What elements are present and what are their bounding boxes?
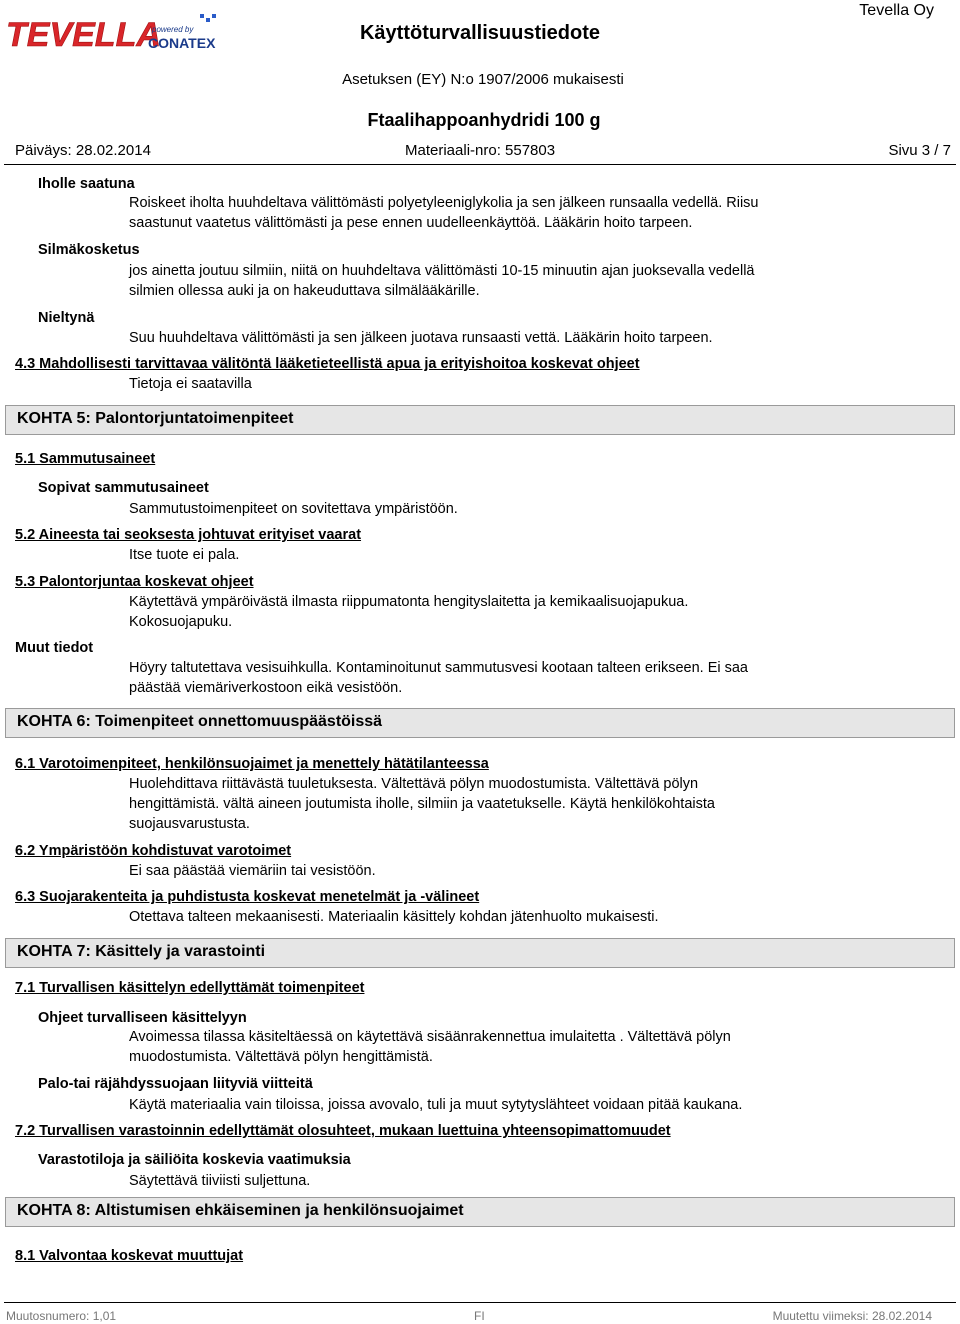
suitable-extinguishing-label: Sopivat sammutusaineet [38,480,209,496]
subsection-6-1-text: Huolehdittava riittävästä tuuletuksesta. Vältettävä pölyn muodostumista. Vältettävä pölyn [129,776,699,792]
fire-protection-label: Palo-tai räjähdyssuojaan liityviä viitteitä [38,1076,313,1092]
fire-protection-text: Käytä materiaalia vain tiloissa, joissa avovalo, tuli ja muut sytytyslähteet voidaan pitää kaukana. [129,1097,743,1113]
skin-contact-label: Iholle saatuna [38,176,135,192]
svg-text:TEVELLA: TEVELLA [6,16,161,54]
subsection-7-2-title: 7.2 Turvallisen varastoinnin edellyttämät olosuhteet, mukaan luettuina yhteensopimattomuudet [15,1123,671,1139]
other-info-label: Muut tiedot [15,640,94,656]
section-6-heading: KOHTA 6: Toimenpiteet onnettomuuspäästöissä [5,708,955,738]
product-name: Ftaalihappoanhydridi 100 g [367,110,601,130]
storage-requirements-label: Varastotiloja ja säiliöita koskevia vaatimuksia [38,1152,351,1168]
other-info-text: päästää viemäriverkostoon eikä vesistöön. [129,680,403,696]
footer-divider [4,1302,956,1303]
subsection-5-1-title: 5.1 Sammutusaineet [15,451,156,467]
language-code: FI [474,1309,485,1323]
subsection-6-1-text: hengittämistä. vältä aineen joutumista iholle, silmiin ja vaatetukselle. Käytä henkilökohtaista [129,796,715,812]
subsection-5-3-text: Kokosuojapuku. [129,614,233,630]
subsection-4-3-text: Tietoja ei saatavilla [129,376,252,392]
subsection-6-2-title: 6.2 Ympäristöön kohdistuvat varotoimet [15,843,292,859]
ingestion-text: Suu huuhdeltava välittömästi ja sen jälkeen juotava runsaasti vettä. Lääkärin hoito tarpeen. [129,330,713,346]
material-number: Materiaali-nro: 557803 [405,142,556,159]
skin-contact-text: Roiskeet iholta huuhdeltava välittömästi polyetyleeniglykolia ja sen jälkeen runsaalla vedellä. Riisu [129,195,759,211]
safe-handling-text: muodostumista. Vältettävä pölyn hengittämistä. [129,1049,433,1065]
last-modified: Muutettu viimeksi: 28.02.2014 [772,1309,932,1323]
subsection-6-1-title: 6.1 Varotoimenpiteet, henkilönsuojaimet ja menettely hätätilanteessa [15,756,489,772]
subsection-6-3-title: 6.3 Suojarakenteita ja puhdistusta koskevat menetelmät ja -välineet [15,889,480,905]
ingestion-label: Nieltynä [38,310,95,326]
eye-contact-text: silmien ollessa auki ja on hakeuduttava silmälääkärille. [129,283,480,299]
eye-contact-text: jos ainetta joutuu silmiin, niitä on huuhdeltava välittömästi 10-15 minuutin ajan juoksevalla vedellä [129,263,755,279]
document-title: Käyttöturvallisuustiedote [359,22,601,44]
subsection-6-2-text: Ei saa päästää viemäriin tai vesistöön. [129,863,376,879]
storage-requirements-text: Säytettävä tiiviisti suljettuna. [129,1173,311,1189]
other-info-text: Höyry taltutettava vesisuihkulla. Kontaminoitunut sammutusvesi kootaan talteen erikseen. Ei saa [129,660,748,676]
eye-contact-label: Silmäkosketus [38,242,140,258]
subsection-5-1-text: Sammutustoimenpiteet on sovitettava ympäristöön. [129,501,458,517]
subsection-8-1-title: 8.1 Valvontaa koskevat muuttujat [15,1248,244,1264]
subsection-5-3-text: Käytettävä ympäröivästä ilmasta riippumatonta hengityslaitetta ja kemikaalisuojapukua. [129,594,689,610]
regulation-line: Asetuksen (EY) N:o 1907/2006 mukaisesti [342,71,624,88]
svg-text:CONATEX: CONATEX [148,35,216,51]
subsection-5-2-title: 5.2 Aineesta tai seoksesta johtuvat erityiset vaarat [15,527,362,543]
company-name: Tevella Oy [859,2,934,19]
section-5-heading: KOHTA 5: Palontorjuntatoimenpiteet [5,405,955,435]
subsection-6-1-text: suojausvarustusta. [129,816,250,832]
subsection-4-3-title: 4.3 Mahdollisesti tarvittavaa välitöntä lääketieteellistä apua ja erityishoitoa koskevat ohjeet [15,356,640,372]
subsection-5-2-text: Itse tuote ei pala. [129,547,240,563]
header-divider [4,164,956,165]
document-date: Päiväys: 28.02.2014 [15,142,151,159]
subsection-7-1-title: 7.1 Turvallisen käsittelyn edellyttämät toimenpiteet [15,980,365,996]
safe-handling-text: Avoimessa tilassa käsiteltäessä on käytettävä sisäänrakennettua imulaitetta . Vältettävä pölyn [129,1029,731,1045]
subsection-6-3-text: Otettava talteen mekaanisesti. Materiaalin käsittely kohdan jätenhuolto mukaisesti. [129,909,659,925]
revision-number: Muutosnumero: 1,01 [6,1309,117,1323]
skin-contact-text: saastunut vaatetus välittömästi ja pese ennen uudelleenkäyttöä. Lääkärin hoito tarpeen. [129,215,693,231]
section-8-heading: KOHTA 8: Altistumisen ehkäiseminen ja henkilönsuojaimet [5,1197,955,1227]
section-7-heading: KOHTA 7: Käsittely ja varastointi [5,938,955,968]
subsection-5-3-title: 5.3 Palontorjuntaa koskevat ohjeet [15,574,254,590]
svg-text:powered by: powered by [152,25,194,34]
page-number: Sivu 3 / 7 [888,142,951,159]
safe-handling-label: Ohjeet turvalliseen käsittelyyn [38,1010,247,1026]
